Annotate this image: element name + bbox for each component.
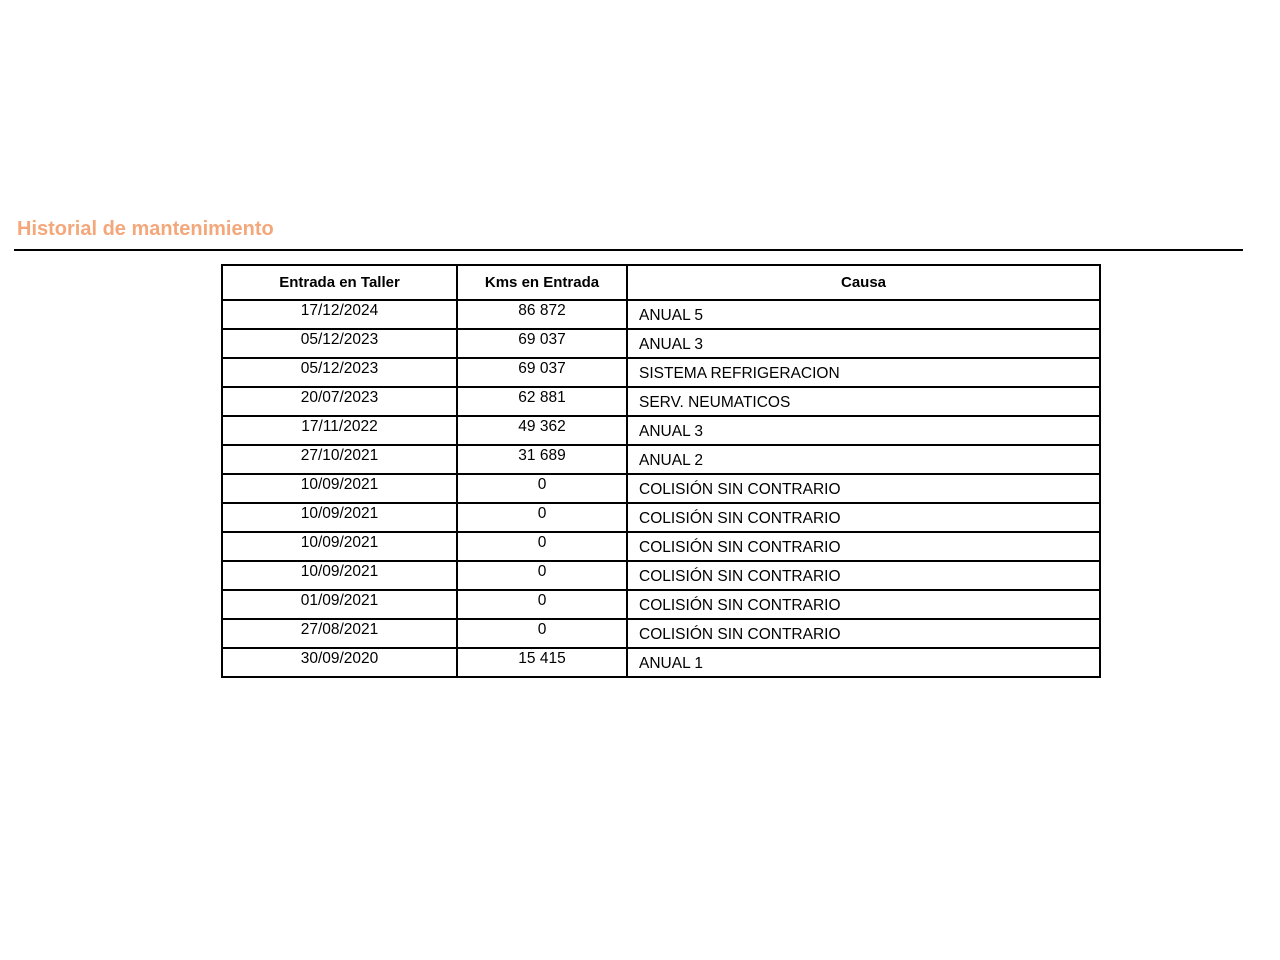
cell-cause: ANUAL 3: [627, 416, 1100, 445]
cell-cause: SERV. NEUMATICOS: [627, 387, 1100, 416]
table-row: [222, 387, 1100, 416]
table-row: [222, 416, 1100, 445]
cell-kms: 31 689: [457, 445, 627, 474]
table-header-row: [222, 265, 1100, 300]
cell-kms: 69 037: [457, 329, 627, 358]
header-kms: Kms en Entrada: [457, 265, 627, 300]
cell-cause: COLISIÓN SIN CONTRARIO: [627, 474, 1100, 503]
cell-date: 10/09/2021: [222, 561, 457, 590]
cell-kms: 0: [457, 561, 627, 590]
cell-cause: COLISIÓN SIN CONTRARIO: [627, 590, 1100, 619]
header-entry-date: Entrada en Taller: [222, 265, 457, 300]
cell-kms: 62 881: [457, 387, 627, 416]
cell-date: 17/12/2024: [222, 300, 457, 329]
title-divider: [14, 249, 1243, 251]
table-row: [222, 358, 1100, 387]
cell-date: 05/12/2023: [222, 358, 457, 387]
cell-date: 10/09/2021: [222, 474, 457, 503]
table-row: [222, 561, 1100, 590]
cell-date: 17/11/2022: [222, 416, 457, 445]
cell-cause: SISTEMA REFRIGERACION: [627, 358, 1100, 387]
cell-kms: 0: [457, 503, 627, 532]
table-row: [222, 445, 1100, 474]
cell-cause: COLISIÓN SIN CONTRARIO: [627, 619, 1100, 648]
section-title: Historial de mantenimiento: [17, 218, 274, 240]
cell-kms: 0: [457, 590, 627, 619]
cell-date: 10/09/2021: [222, 503, 457, 532]
table-row: [222, 590, 1100, 619]
cell-cause: ANUAL 1: [627, 648, 1100, 677]
cell-date: 30/09/2020: [222, 648, 457, 677]
cell-kms: 0: [457, 532, 627, 561]
cell-date: 27/08/2021: [222, 619, 457, 648]
table-row: [222, 300, 1100, 329]
cell-date: 20/07/2023: [222, 387, 457, 416]
cell-cause: COLISIÓN SIN CONTRARIO: [627, 561, 1100, 590]
cell-cause: COLISIÓN SIN CONTRARIO: [627, 503, 1100, 532]
table-row: [222, 503, 1100, 532]
cell-kms: 0: [457, 474, 627, 503]
cell-date: 10/09/2021: [222, 532, 457, 561]
header-cause: Causa: [627, 265, 1100, 300]
cell-kms: 86 872: [457, 300, 627, 329]
cell-date: 27/10/2021: [222, 445, 457, 474]
table-row: [222, 474, 1100, 503]
cell-cause: ANUAL 5: [627, 300, 1100, 329]
cell-kms: 49 362: [457, 416, 627, 445]
cell-kms: 0: [457, 619, 627, 648]
table-row: [222, 648, 1100, 677]
table-row: [222, 619, 1100, 648]
cell-kms: 15 415: [457, 648, 627, 677]
cell-date: 01/09/2021: [222, 590, 457, 619]
table-row: [222, 329, 1100, 358]
table-row: [222, 532, 1100, 561]
cell-kms: 69 037: [457, 358, 627, 387]
cell-cause: COLISIÓN SIN CONTRARIO: [627, 532, 1100, 561]
cell-date: 05/12/2023: [222, 329, 457, 358]
maintenance-history-table: [221, 264, 1101, 678]
cell-cause: ANUAL 2: [627, 445, 1100, 474]
cell-cause: ANUAL 3: [627, 329, 1100, 358]
